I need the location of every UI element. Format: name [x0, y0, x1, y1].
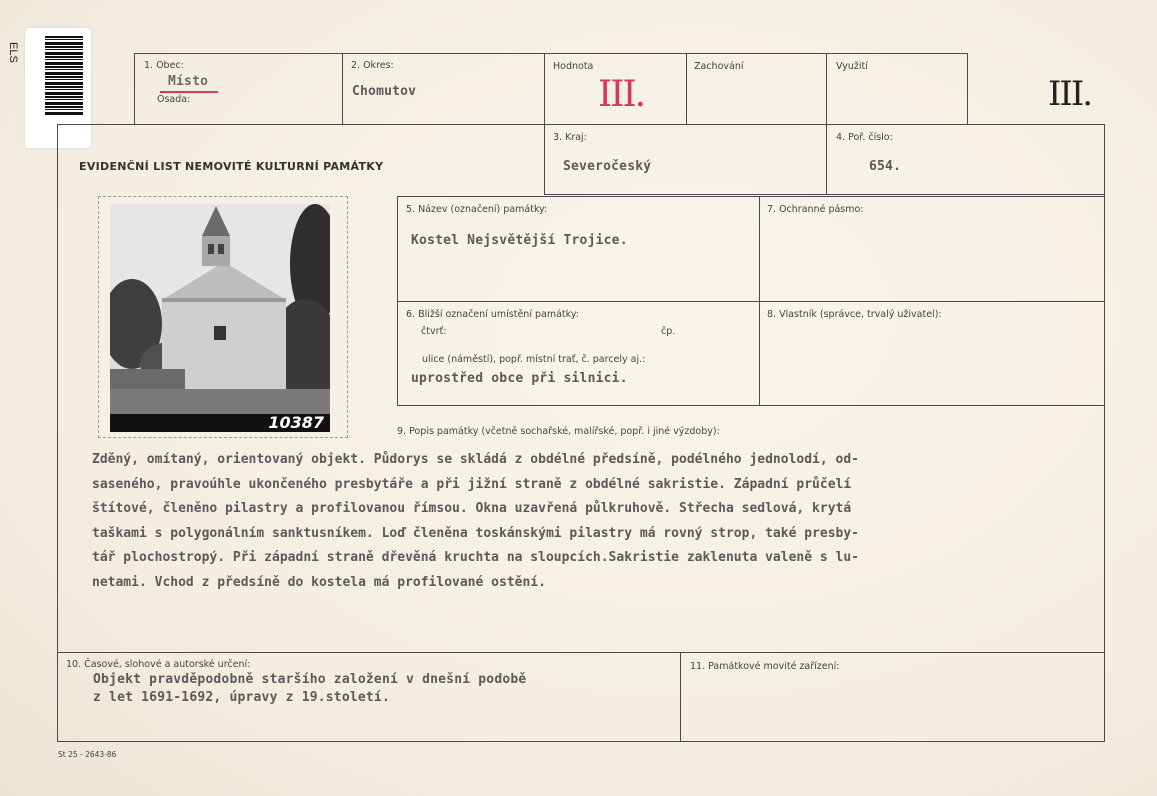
- grid-line: [397, 196, 1104, 197]
- popis-label: 9. Popis památky (včetně sochařské, malířské, popř. i jiné výzdoby):: [397, 426, 720, 437]
- kraj-value: Severočeský: [563, 159, 652, 174]
- barcode-sticker: [7, 28, 91, 148]
- popis-line: tář plochostropý. Při západní straně dřevěná kruchta na sloupcích.Sakristie zaklenuta valeně s lu-: [92, 550, 860, 565]
- grid-line: [1104, 124, 1105, 741]
- osada-label: Osada:: [157, 94, 191, 105]
- popis-line: štítové, členěno pilastry a profilovanou římsou. Okna uzavřená půlkruhově. Střecha sedlová, krytá: [92, 501, 852, 516]
- grid-line: [680, 652, 681, 741]
- grid-line: [134, 53, 135, 124]
- grid-line: [967, 53, 968, 124]
- obec-value: Místo: [168, 74, 209, 89]
- vlastnik-label: 8. Vlastník (správce, trvalý uživatel):: [767, 309, 942, 320]
- grid-line: [397, 301, 1104, 302]
- grid-line: [134, 53, 968, 54]
- kraj-label: 3. Kraj:: [553, 132, 587, 143]
- popis-text: [92, 448, 1092, 595]
- nazev-value: Kostel Nejsvětější Trojice.: [411, 233, 628, 248]
- photo-number: 10387: [268, 413, 324, 432]
- urceni-text: [93, 671, 526, 707]
- red-underline: [160, 91, 218, 93]
- obec-label: 1. Obec:: [144, 60, 184, 71]
- form-title: EVIDENČNÍ LIST NEMOVITÉ KULTURNÍ PAMÁTKY: [79, 160, 384, 173]
- hodnota-value: III.: [598, 74, 645, 115]
- por-cislo-value: 654.: [869, 159, 902, 174]
- ulice-label: ulice (náměstí), popř. místní trať, č. parcely aj.:: [422, 354, 646, 365]
- ochranne-label: 7. Ochranné pásmo:: [767, 204, 864, 215]
- grid-line: [57, 741, 1105, 742]
- grid-line: [57, 124, 58, 741]
- umisteni-label: 6. Bližší označení umístění památky:: [406, 309, 579, 320]
- zarizeni-label: 11. Památkové movité zařízení:: [690, 661, 840, 672]
- zachovani-label: Zachování: [694, 61, 744, 72]
- vyuziti-label: Využití: [836, 61, 868, 72]
- grid-line: [544, 194, 1104, 195]
- hodnota-label: Hodnota: [553, 61, 594, 72]
- corner-mark: III.: [1048, 74, 1092, 114]
- grid-line: [686, 53, 687, 124]
- church-photo: [110, 204, 330, 432]
- grid-line: [397, 405, 1104, 406]
- popis-line: saseného, pravoúhle ukončeného presbytáře a při jižní straně z obdélné sakristie. Západní průčelí: [92, 476, 852, 492]
- okres-value: Chomutov: [352, 84, 417, 99]
- popis-line: Zděný, omítaný, orientovaný objekt. Půdorys se skládá z obdélné předsíně, podélného jednolodí, od-: [92, 452, 860, 467]
- okres-label: 2. Okres:: [351, 60, 394, 71]
- footer-code: St 25 - 2643-86: [58, 750, 117, 759]
- nazev-label: 5. Název (označení) památky:: [406, 204, 548, 215]
- urceni-label: 10. Časové, slohové a autorské určení:: [66, 659, 251, 670]
- urceni-line: z let 1691-1692, úpravy z 19.století.: [93, 690, 390, 705]
- ctvrt-label: čtvrť:: [421, 326, 447, 337]
- sticker-code: ELS: [7, 42, 19, 63]
- grid-line: [57, 124, 1104, 125]
- ulice-value: uprostřed obce při silnici.: [411, 371, 628, 386]
- urceni-line: Objekt pravděpodobně staršího založení v dnešní podobě: [93, 672, 527, 687]
- grid-line: [342, 53, 343, 124]
- popis-line: netami. Vchod z předsíně do kostela má profilované ostění.: [92, 574, 546, 590]
- grid-line: [57, 652, 1105, 653]
- barcode-icon: [45, 36, 83, 116]
- por-cislo-label: 4. Poř. číslo:: [836, 132, 893, 143]
- cp-label: čp.: [661, 326, 676, 337]
- popis-line: taškami s polygonálním sanktusníkem. Loď členěna toskánskými pilastry má rovný strop, také presby-: [92, 525, 860, 541]
